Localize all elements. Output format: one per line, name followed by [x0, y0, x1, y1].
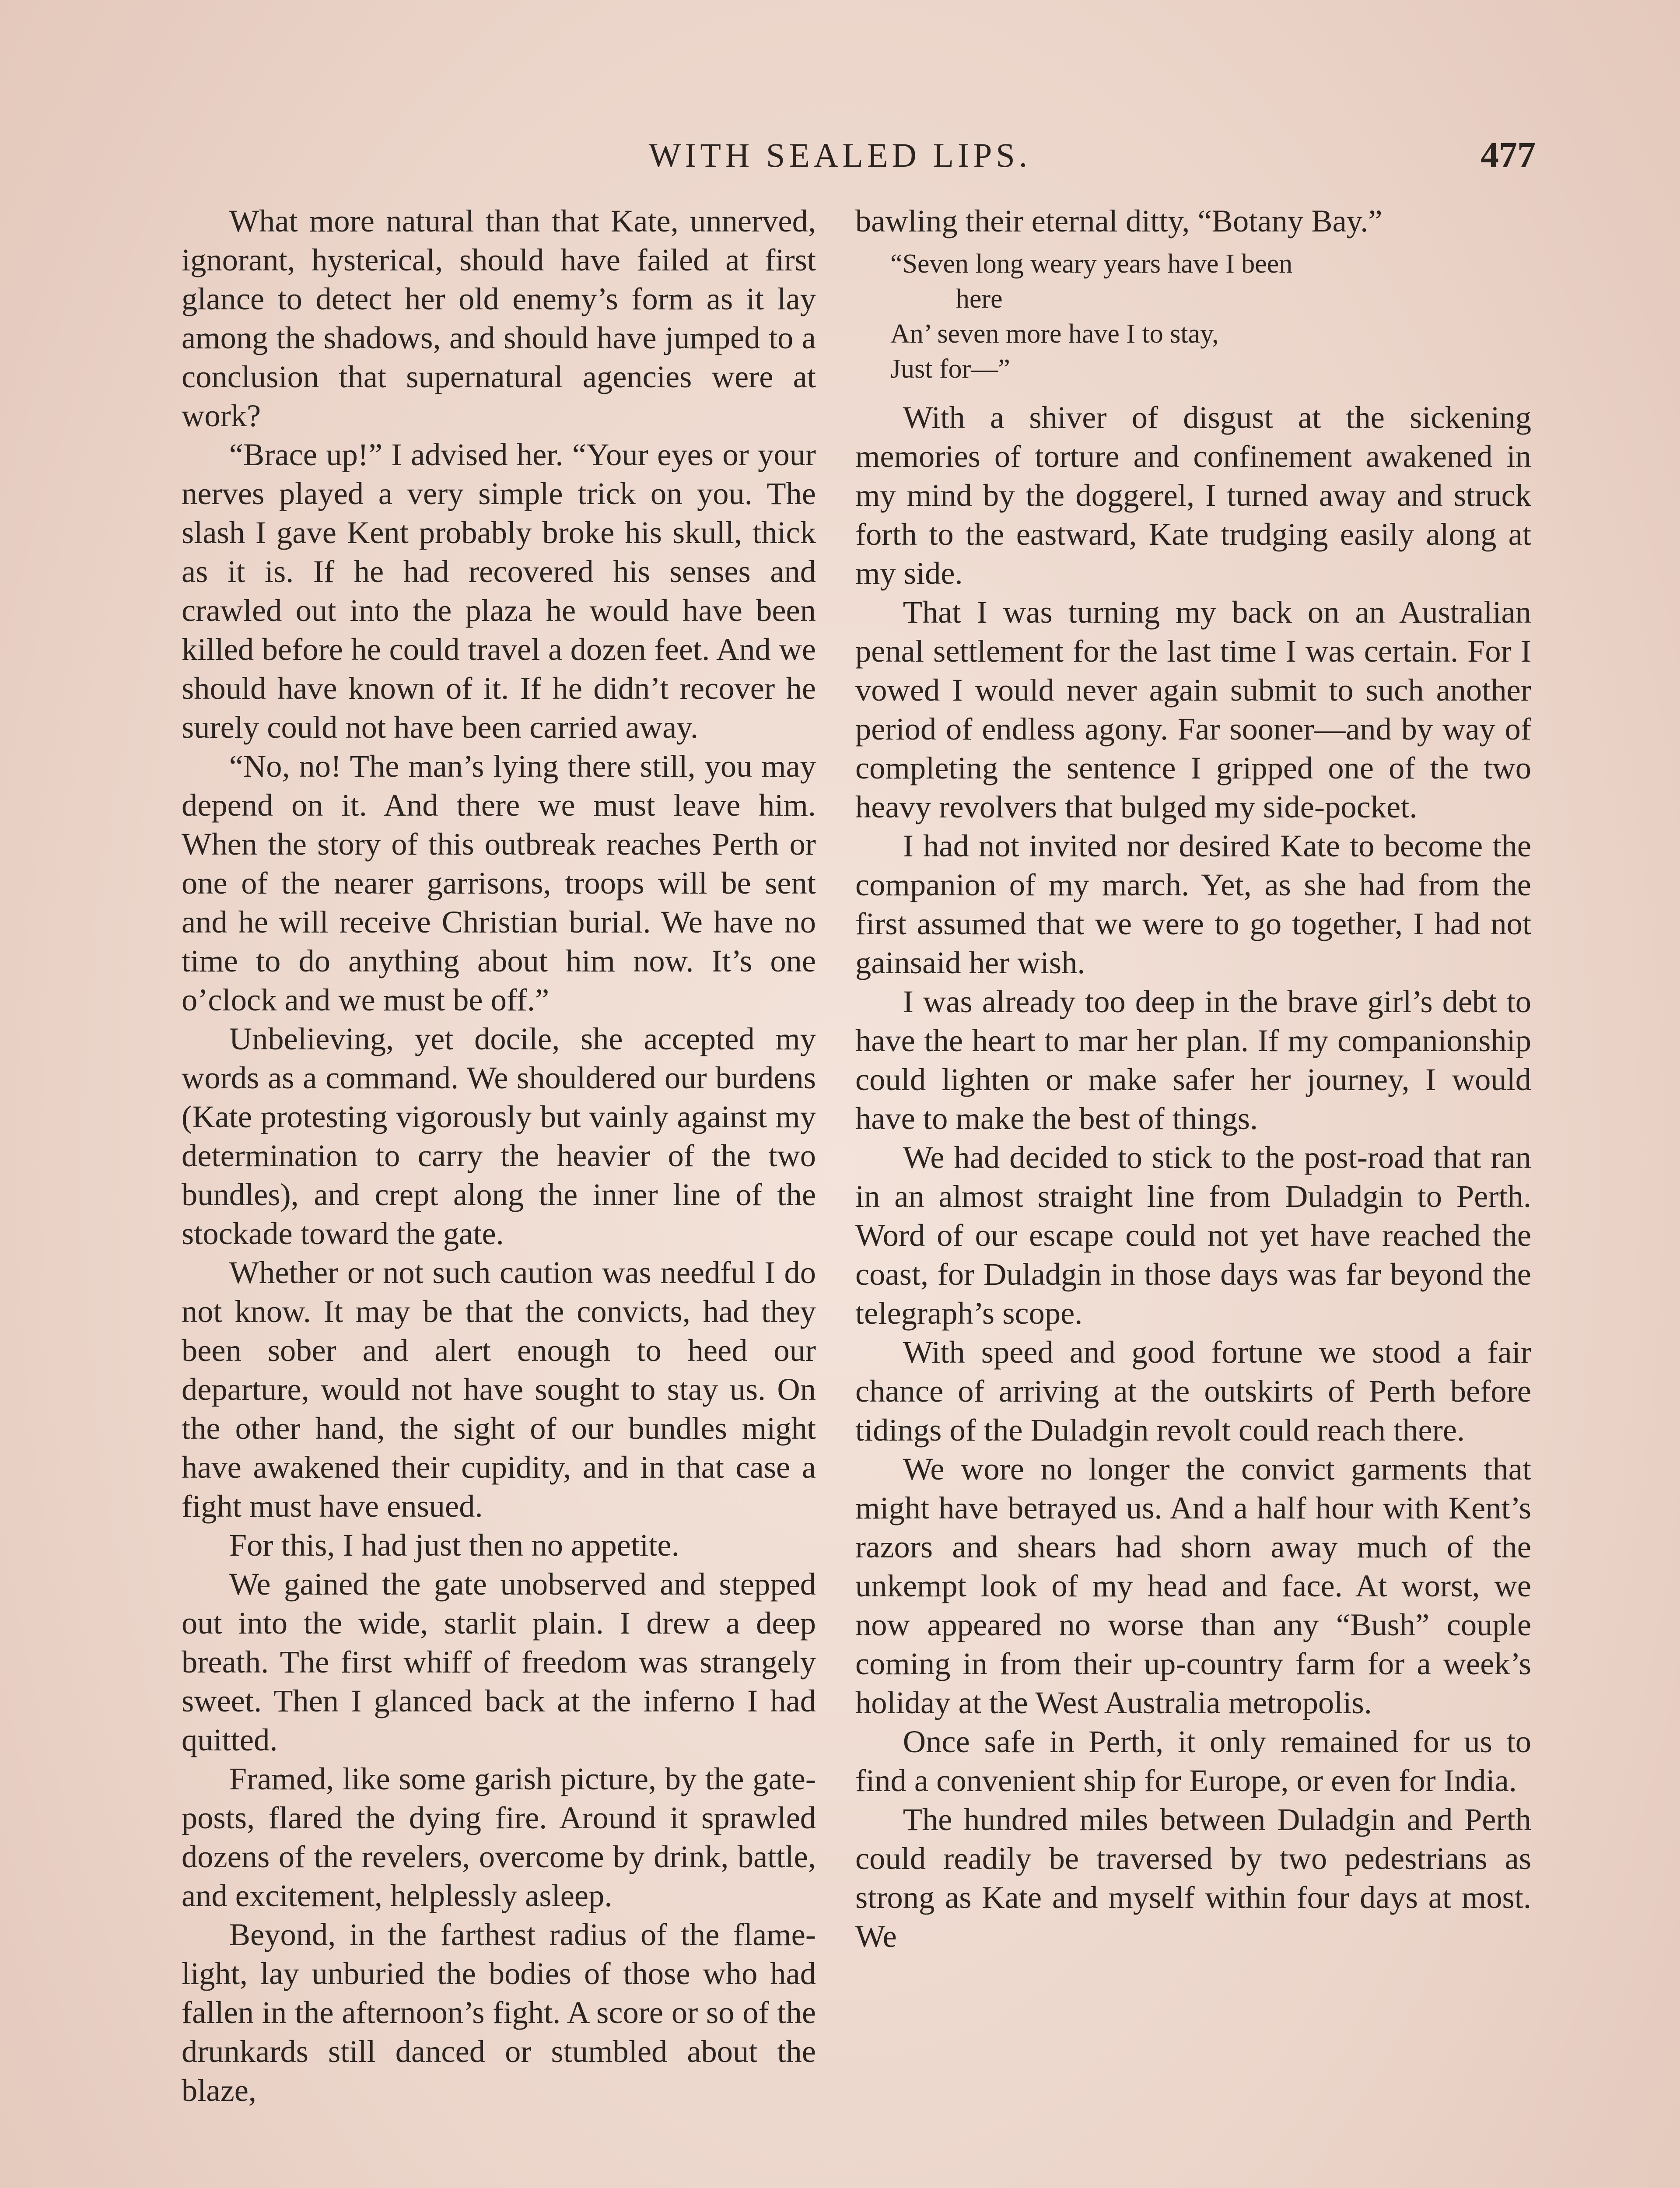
- paragraph: Framed, like some garish picture, by the gate-posts, flared the dying fire. Around it sprawled dozens of the revelers, overcome by drink, battle, and excitement, helplessly asleep.: [182, 1761, 816, 1913]
- paragraph: I was already too deep in the brave girl’s debt to have the heart to mar her plan. If my companionship could lighten or make safer her journey, I would have to make the best of things.: [855, 984, 1531, 1136]
- paragraph: What more natural than that Kate, unnerved, ignorant, hysterical, should have failed at first glance to detect her old enemy’s form as it lay among the shadows, and should have jumped to a conclusion that supernatural agencies were at work?: [182, 203, 816, 433]
- paragraph: Unbelieving, yet docile, she accepted my words as a command. We shouldered our burdens (Kate protesting vigorously but vainly against my determination to carry the heavier of the two bundles), and crept along the inner line of the stockade toward the gate.: [182, 1021, 816, 1251]
- paragraph: We gained the gate unobserved and stepped out into the wide, starlit plain. I drew a deep breath. The first whiff of freedom was strangely sweet. Then I glanced back at the inferno I had quitted.: [182, 1566, 816, 1757]
- verse-line: here: [956, 284, 1003, 314]
- paragraph: That I was turning my back on an Australian penal settlement for the last time I was certain. For I vowed I would never again submit to such another period of endless agony. Far sooner—and by way of completing the sentence I gripped one of the two heavy revolvers that bulged my side-pocket.: [855, 594, 1531, 824]
- paragraph: We wore no longer the convict garments that might have betrayed us. And a half hour with Kent’s razors and shears had shorn away much of the unkempt look of my head and face. At worst, we now appeared no worse than any “Bush” couple coming in from their up-country farm for a week’s holiday at the West Australia metropolis.: [855, 1451, 1531, 1720]
- page-number: 477: [1480, 135, 1536, 175]
- paragraph: The hundred miles between Duladgin and Perth could readily be traversed by two pedestrians as strong as Kate and myself within four days at most. We: [855, 1802, 1531, 1954]
- verse-line: An’ seven more have I to stay,: [890, 319, 1219, 349]
- running-title: WITH SEALED LIPS.: [648, 136, 1032, 174]
- right-column: [855, 201, 1531, 1956]
- verse-line: “Seven long weary years have I been: [890, 249, 1293, 279]
- paragraph: Once safe in Perth, it only remained for us to find a convenient ship for Europe, or even for India.: [855, 1724, 1531, 1798]
- verse-line: Just for—”: [890, 354, 1010, 384]
- paragraph-continuation: bawling their eternal ditty, “Botany Bay.”: [855, 203, 1382, 238]
- page-header: [0, 131, 1680, 179]
- paragraph: “Brace up!” I advised her. “Your eyes or your nerves played a very simple trick on you. The slash I gave Kent probably broke his skull, thick as it is. If he had recovered his senses and crawled out into the plaza he would have been killed before he could travel a dozen feet. And we should have known of it. If he didn’t recover he surely could not have been carried away.: [182, 437, 816, 745]
- paragraph: Whether or not such caution was needful I do not know. It may be that the convicts, had they been sober and alert enough to heed our departure, would not have sought to stay us. On the other hand, the sight of our bundles might have awakened their cupidity, and in that case a fight must have ensued.: [182, 1255, 816, 1524]
- left-column: [182, 201, 816, 2110]
- paragraph: We had decided to stick to the post-road that ran in an almost straight line from Duladgin to Perth. Word of our escape could not yet have reached the coast, for Duladgin in those days was far beyond the telegraph’s scope.: [855, 1140, 1531, 1331]
- paragraph: For this, I had just then no appetite.: [229, 1527, 679, 1563]
- paragraph: With speed and good fortune we stood a fair chance of arriving at the outskirts of Perth before tidings of the Duladgin revolt could reach there.: [855, 1334, 1531, 1448]
- paragraph: With a shiver of disgust at the sickening memories of torture and confinement awakened in my mind by the doggerel, I turned away and struck forth to the eastward, Kate trudging easily along at my side.: [855, 400, 1531, 591]
- verse-quote: [890, 246, 1531, 386]
- paragraph: Beyond, in the farthest radius of the flame-light, lay unburied the bodies of those who had fallen in the afternoon’s fight. A score or so of the drunkards still danced or stumbled about the blaze,: [182, 1917, 816, 2108]
- paragraph: I had not invited nor desired Kate to become the companion of my march. Yet, as she had from the first assumed that we were to go together, I had not gainsaid her wish.: [855, 828, 1531, 980]
- paragraph: “No, no! The man’s lying there still, you may depend on it. And there we must leave him. When the story of this outbreak reaches Perth or one of the nearer garrisons, troops will be sent and he will receive Christian burial. We have no time to do anything about him now. It’s one o’clock and we must be off.”: [182, 748, 816, 1017]
